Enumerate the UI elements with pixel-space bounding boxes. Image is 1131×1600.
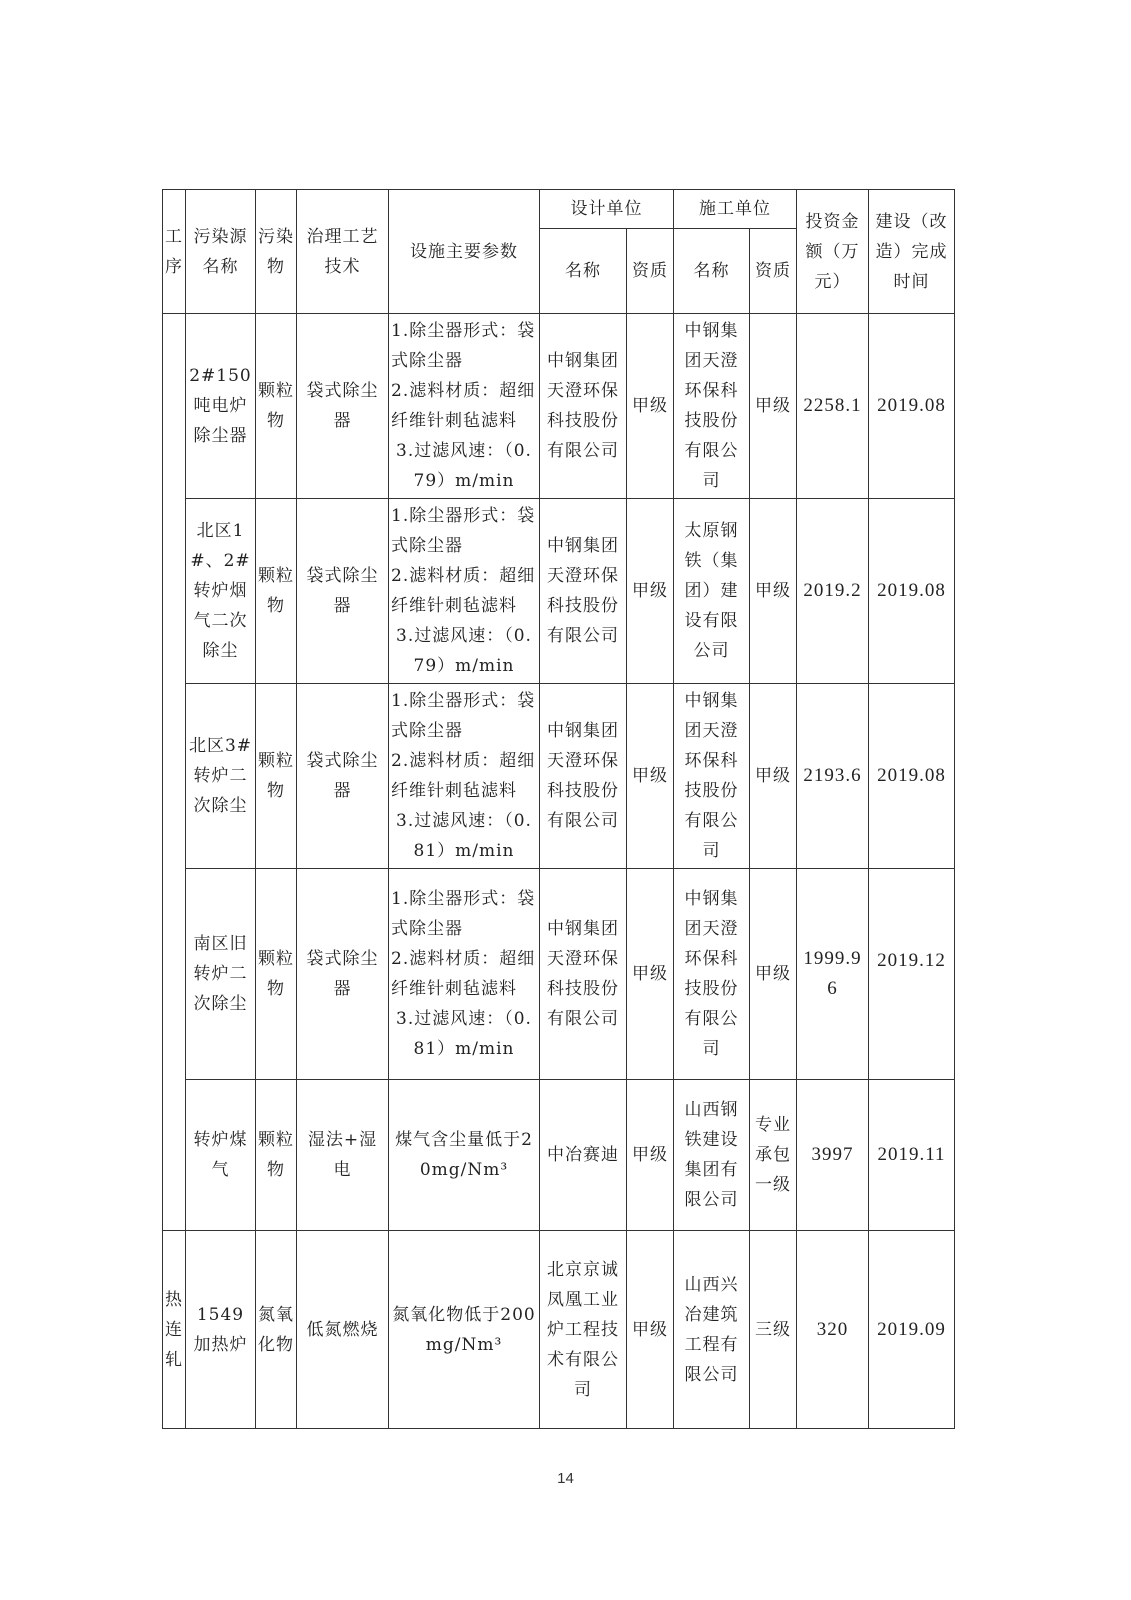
param-line: 1.除尘器形式：袋式除尘器	[391, 691, 536, 741]
header-investment: 投资金额（万元）	[797, 190, 869, 314]
investment: 3997	[797, 1080, 869, 1231]
param-line: 3.过滤风速：（0.79）m/min	[396, 626, 532, 676]
header-design-unit: 设计单位	[540, 190, 674, 229]
header-build-name: 名称	[674, 229, 750, 314]
pollutant: 颗粒物	[256, 314, 297, 499]
header-process: 工序	[163, 190, 186, 314]
header-technology: 治理工艺技术	[297, 190, 389, 314]
completion-date: 2019.11	[869, 1080, 955, 1231]
parameters: 氮氧化物低于200mg/Nm³	[389, 1231, 540, 1429]
design-name: 中钢集团天澄环保科技股份有限公司	[540, 684, 627, 869]
technology: 袋式除尘器	[297, 869, 389, 1080]
process: 热连轧	[163, 1231, 186, 1429]
design-qualification: 甲级	[627, 314, 674, 499]
design-name: 中钢集团天澄环保科技股份有限公司	[540, 869, 627, 1080]
header-design-qualification: 资质	[627, 229, 674, 314]
technology: 袋式除尘器	[297, 684, 389, 869]
header-design-name: 名称	[540, 229, 627, 314]
param-line: 3.过滤风速：（0.79）m/min	[396, 441, 532, 491]
table-row	[163, 1080, 955, 1231]
table-row	[163, 1231, 955, 1429]
build-name: 山西兴冶建筑工程有限公司	[674, 1231, 750, 1429]
table-row	[163, 869, 955, 1080]
investment: 2019.2	[797, 499, 869, 684]
param-line: 2.滤料材质：超细纤维针刺毡滤料	[391, 381, 536, 431]
build-qualification: 甲级	[750, 499, 797, 684]
technology: 湿法+湿电	[297, 1080, 389, 1231]
completion-date: 2019.08	[869, 499, 955, 684]
build-qualification: 专业承包一级	[750, 1080, 797, 1231]
param-line: 1.除尘器形式：袋式除尘器	[391, 889, 536, 939]
param-line: 1.除尘器形式：袋式除尘器	[391, 321, 536, 371]
build-qualification: 三级	[750, 1231, 797, 1429]
param-line: 1.除尘器形式：袋式除尘器	[391, 506, 536, 556]
header-completion: 建设（改造）完成时间	[869, 190, 955, 314]
technology: 袋式除尘器	[297, 499, 389, 684]
design-name: 北京京诚凤凰工业炉工程技术有限公司	[540, 1231, 627, 1429]
parameters: 煤气含尘量低于20mg/Nm³	[389, 1080, 540, 1231]
pollutant: 颗粒物	[256, 684, 297, 869]
design-name: 中钢集团天澄环保科技股份有限公司	[540, 499, 627, 684]
table-row	[163, 684, 955, 869]
header-parameters: 设施主要参数	[389, 190, 540, 314]
pollutant: 颗粒物	[256, 869, 297, 1080]
pollutant: 颗粒物	[256, 1080, 297, 1231]
source-name: 1549加热炉	[186, 1231, 256, 1429]
pollutant: 氮氧化物	[256, 1231, 297, 1429]
build-name: 山西钢铁建设集团有限公司	[674, 1080, 750, 1231]
design-qualification: 甲级	[627, 499, 674, 684]
build-name: 中钢集团天澄环保科技股份有限公司	[674, 869, 750, 1080]
parameters	[389, 869, 540, 1080]
header-pollutant: 污染物	[256, 190, 297, 314]
param-line: 3.过滤风速：（0.81）m/min	[396, 1009, 532, 1059]
completion-date: 2019.12	[869, 869, 955, 1080]
source-name: 南区旧转炉二次除尘	[186, 869, 256, 1080]
param-line: 2.滤料材质：超细纤维针刺毡滤料	[391, 751, 536, 801]
design-qualification: 甲级	[627, 1080, 674, 1231]
investment: 2258.1	[797, 314, 869, 499]
design-name: 中冶赛迪	[540, 1080, 627, 1231]
pollutant: 颗粒物	[256, 499, 297, 684]
completion-date: 2019.09	[869, 1231, 955, 1429]
header-build-qualification: 资质	[750, 229, 797, 314]
completion-date: 2019.08	[869, 684, 955, 869]
table-row	[163, 314, 955, 499]
design-qualification: 甲级	[627, 869, 674, 1080]
technology: 低氮燃烧	[297, 1231, 389, 1429]
investment: 320	[797, 1231, 869, 1429]
param-line: 2.滤料材质：超细纤维针刺毡滤料	[391, 566, 536, 616]
parameters	[389, 499, 540, 684]
technology: 袋式除尘器	[297, 314, 389, 499]
design-name: 中钢集团天澄环保科技股份有限公司	[540, 314, 627, 499]
build-qualification: 甲级	[750, 314, 797, 499]
investment: 1999.96	[797, 869, 869, 1080]
param-line: 3.过滤风速：（0.81）m/min	[396, 811, 532, 861]
build-name: 中钢集团天澄环保科技股份有限公司	[674, 314, 750, 499]
completion-date: 2019.08	[869, 314, 955, 499]
source-name: 2#150吨电炉除尘器	[186, 314, 256, 499]
header-construction-unit: 施工单位	[674, 190, 797, 229]
process-cell-empty	[163, 314, 186, 1231]
build-name: 太原钢铁（集团）建设有限公司	[674, 499, 750, 684]
param-line: 2.滤料材质：超细纤维针刺毡滤料	[391, 949, 536, 999]
parameters	[389, 314, 540, 499]
table-row	[163, 499, 955, 684]
build-qualification: 甲级	[750, 869, 797, 1080]
design-qualification: 甲级	[627, 1231, 674, 1429]
build-name: 中钢集团天澄环保科技股份有限公司	[674, 684, 750, 869]
source-name: 转炉煤气	[186, 1080, 256, 1231]
investment: 2193.6	[797, 684, 869, 869]
source-name: 北区3#转炉二次除尘	[186, 684, 256, 869]
pollution-control-table	[162, 189, 955, 1429]
parameters	[389, 684, 540, 869]
header-source-name: 污染源名称	[186, 190, 256, 314]
source-name: 北区1#、2#转炉烟气二次除尘	[186, 499, 256, 684]
page-number: 14	[557, 1470, 574, 1487]
design-qualification: 甲级	[627, 684, 674, 869]
build-qualification: 甲级	[750, 684, 797, 869]
